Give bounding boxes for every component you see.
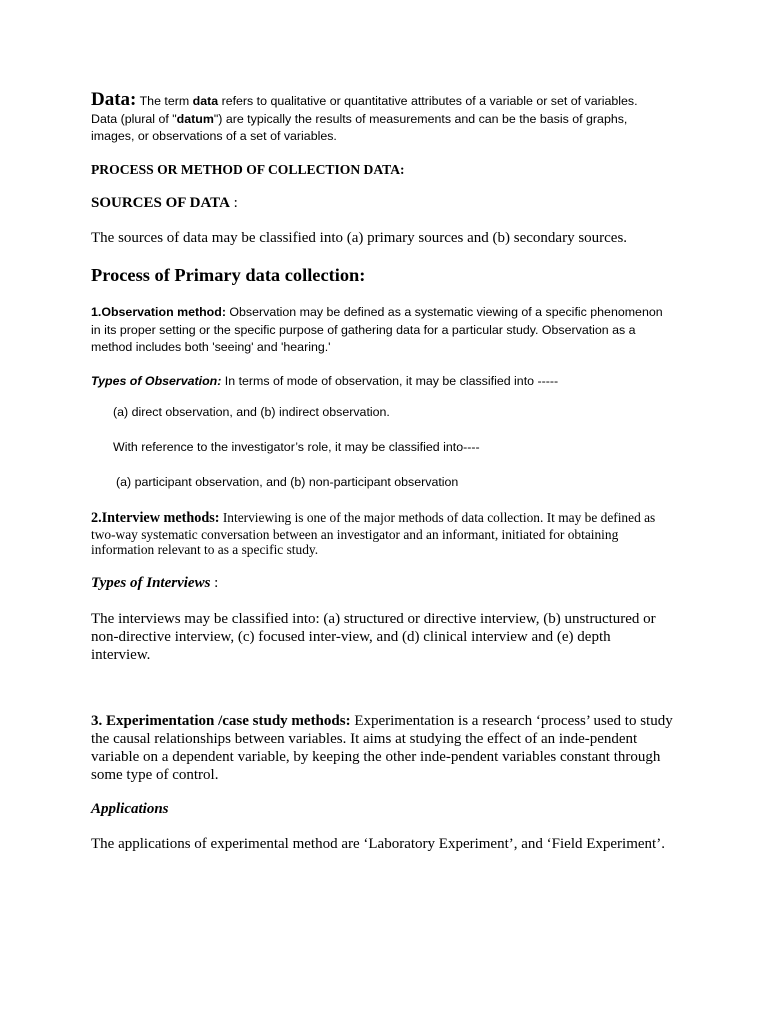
interview-types-line-3: interview. bbox=[91, 647, 151, 663]
interview-line-1: 2.Interview methods: Interviewing is one of the major methods of data collection. It may be defined as bbox=[91, 510, 656, 526]
primary-heading: Process of Primary data collection: bbox=[91, 265, 366, 285]
interview-line-3: information relevant to as a specific study. bbox=[91, 542, 319, 558]
observation-label: 1.Observation method: bbox=[91, 305, 226, 319]
process-heading: PROCESS OR METHOD OF COLLECTION DATA: bbox=[91, 162, 405, 177]
interview-line-2: two-way systematic conversation between an investigator and an informant, initiated for obtaining bbox=[91, 526, 619, 542]
datum-term: datum bbox=[176, 111, 214, 126]
interview-types-paragraph bbox=[91, 610, 691, 664]
interview-types-line-1: The interviews may be classified into: (a) structured or directive interview, (b) unstructured or bbox=[91, 611, 656, 627]
data-term: data bbox=[192, 94, 219, 108]
observation-types-list: (a) direct observation, and (b) indirect observation. bbox=[113, 405, 390, 419]
data-line-2: Data (plural of "datum") are typically the results of measurements and can be the basis of graphs, bbox=[91, 111, 628, 126]
observation-line-1: 1.Observation method: Observation may be defined as a systematic viewing of a specific phenomenon bbox=[91, 305, 663, 319]
sources-heading: SOURCES OF DATA bbox=[91, 195, 230, 211]
experimentation-line-4: some type of control. bbox=[91, 767, 219, 783]
observation-paragraph bbox=[91, 304, 691, 357]
applications-heading: Applications bbox=[91, 801, 169, 817]
observation-role-text: With reference to the investigator’s role, it may be classified into---- bbox=[113, 440, 480, 454]
interview-types-line-2: non-directive interview, (c) focused inter-view, and (d) clinical interview and (e) depth bbox=[91, 629, 611, 645]
experimentation-line-3: variable on a dependent variable, by keeping the other inde-pendent variables constant through bbox=[91, 749, 661, 765]
data-title: Data: bbox=[91, 89, 137, 110]
interview-label: 2.Interview methods: bbox=[91, 510, 220, 526]
applications-text: The applications of experimental method are ‘Laboratory Experiment’, and ‘Field Experiment’. bbox=[91, 836, 665, 852]
interview-paragraph bbox=[91, 510, 691, 558]
observation-types-line: Types of Observation: In terms of mode of observation, it may be classified into ----- bbox=[91, 374, 559, 388]
data-line-1: Data: The term data refers to qualitative or quantitative attributes of a variable or set of variables. bbox=[91, 89, 638, 110]
data-line-3: images, or observations of a set of variables. bbox=[91, 129, 337, 143]
interview-types-label: Types of Interviews bbox=[91, 575, 211, 591]
observation-role-list: (a) participant observation, and (b) non-participant observation bbox=[116, 475, 459, 489]
interview-types-heading: Types of Interviews : bbox=[91, 575, 219, 591]
experimentation-line-1: 3. Experimentation /case study methods: Experimentation is a research ‘process’ used to study bbox=[91, 713, 673, 729]
experimentation-line-2: the causal relationships between variables. It aims at studying the effect of an inde-pendent bbox=[91, 731, 638, 747]
sources-heading-line: SOURCES OF DATA : bbox=[91, 195, 238, 211]
experimentation-paragraph bbox=[91, 712, 691, 784]
experimentation-label: 3. Experimentation /case study methods: bbox=[91, 713, 351, 729]
observation-line-2: in its proper setting or the specific purpose of gathering data for a particular study. Observation as a bbox=[91, 322, 636, 337]
observation-line-3: method includes both 'seeing' and 'hearing.' bbox=[91, 340, 331, 354]
data-definition-paragraph bbox=[91, 91, 691, 146]
sources-text: The sources of data may be classified into (a) primary sources and (b) secondary sources. bbox=[91, 230, 628, 246]
observation-types-label: Types of Observation: bbox=[91, 374, 222, 388]
